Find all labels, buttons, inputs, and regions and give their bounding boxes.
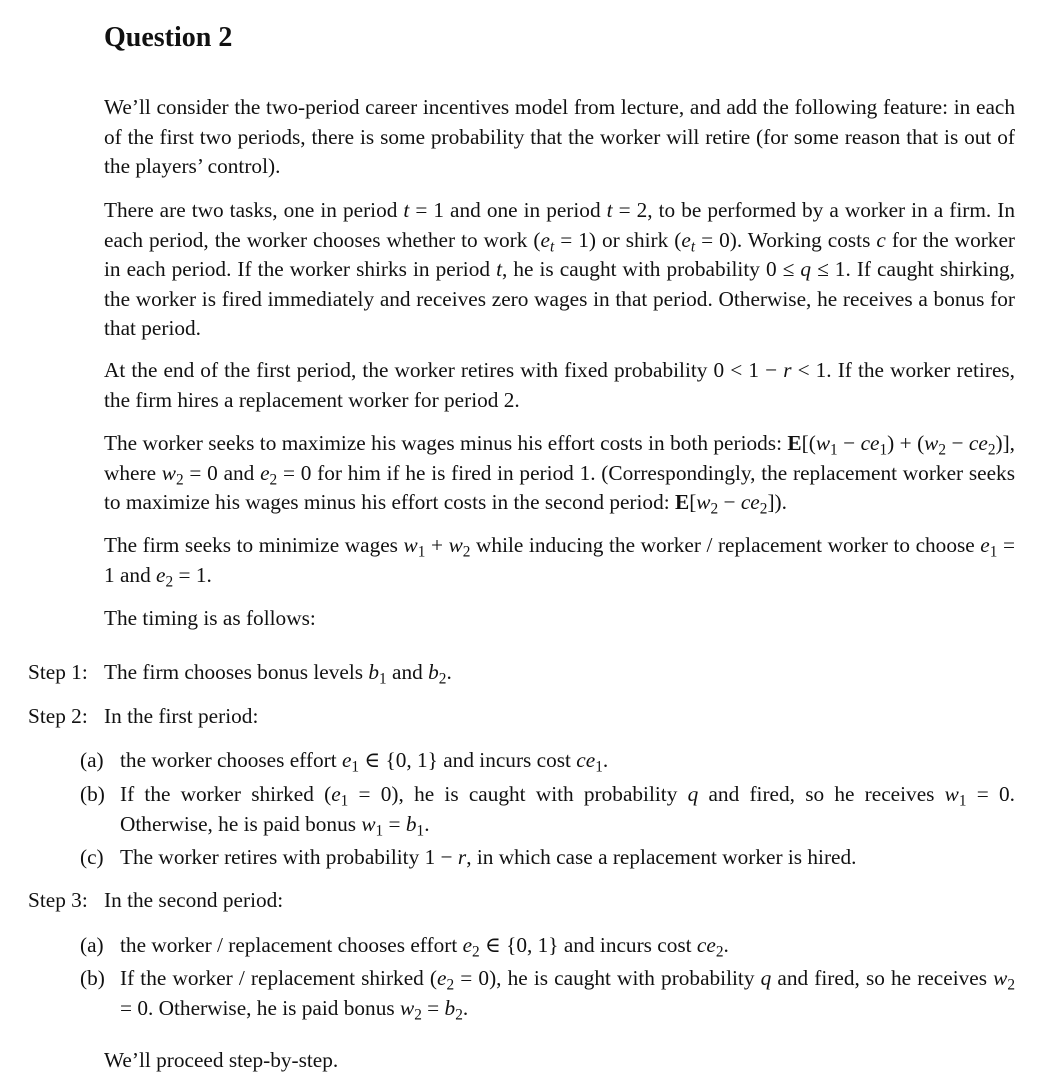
step-1-text: The firm chooses bonus levels $b_1$ and $b_2$. <box>104 660 452 688</box>
step-2-item-b: If the worker shirked $(e_1 = 0)$, he is caught with probability q and fired, so he receives $w_1 = 0$. Otherwise, he is paid bonus $w_1 = b_1$. <box>120 782 1015 840</box>
step-2-text: In the first period: <box>104 704 259 728</box>
closing-line: We’ll proceed step-by-step. <box>104 1048 339 1072</box>
step-3-text: In the second period: <box>104 888 284 912</box>
setup-paragraph: There are two tasks, one in period t = 1 and one in period t = 2, to be performed by a worker in a firm. In each period, the worker chooses whether to work $(e_t = 1)$ or shirk $(e_t = 0)$. Working costs c for the worker in each period. If the worker shirks in period t, he is caught with probability 0 ≤ q ≤ 1. If caught shirking, the worker is fired immediately and receives zero wages in that period. Otherwise, he receives a bonus for that period. <box>104 198 1016 340</box>
step-2-label: Step 2: <box>28 704 88 728</box>
timing-intro: The timing is as follows: <box>104 606 316 630</box>
objective-paragraph: The worker seeks to maximize his wages minus his effort costs in both periods: $E[(w_1 - ce_1) + (w_2 - ce_2)]$, where $w_2 = 0$ and $e_2 = 0$ for him if he is fired in period 1. (Correspondingly, the replacement worker seeks to maximize his wages minus his effort costs in the second period: $E[w_2 - ce_2]$). <box>104 431 1015 518</box>
step-3-label: Step 3: <box>28 888 88 912</box>
step-3-item-b: If the worker / replacement shirked $(e_2 = 0)$, he is caught with probability q and fired, so he receives $w_2 = 0$. Otherwise, he is paid bonus $w_2 = b_2$. <box>120 966 1016 1024</box>
intro-paragraph: We’ll consider the two-period career incentives model from lecture, and add the following feature: in each of the first two periods, there is some probability that the worker will retire (for some reason that is out of the players’ control). <box>104 95 1015 178</box>
step-2-item-b-label: (b) <box>80 782 105 806</box>
step-2-item-a: the worker chooses effort $e_1$ ∈ {0, 1} and incurs cost $ce_1$. <box>120 748 609 776</box>
step-3-item-b-label: (b) <box>80 966 105 990</box>
step-3-item-a: the worker / replacement chooses effort $e_2$ ∈ {0, 1} and incurs cost $ce_2$. <box>120 933 729 961</box>
retirement-paragraph: At the end of the first period, the worker retires with fixed probability 0 < 1 − r < 1. If the worker retires, the firm hires a replacement worker for period 2. <box>104 358 1016 412</box>
question-title: Question 2 <box>104 22 233 53</box>
step-2-item-c-label: (c) <box>80 845 104 869</box>
step-2-item-c: The worker retires with probability 1 − r, in which case a replacement worker is hired. <box>120 845 857 869</box>
step-1-label: Step 1: <box>28 660 88 684</box>
step-2-item-a-label: (a) <box>80 748 104 772</box>
firm-paragraph: The firm seeks to minimize wages $w_1 + w_2$ while inducing the worker / replacement worker to choose $e_1 = 1$ and $e_2 = 1$. <box>104 533 1015 591</box>
step-3-item-a-label: (a) <box>80 933 104 957</box>
